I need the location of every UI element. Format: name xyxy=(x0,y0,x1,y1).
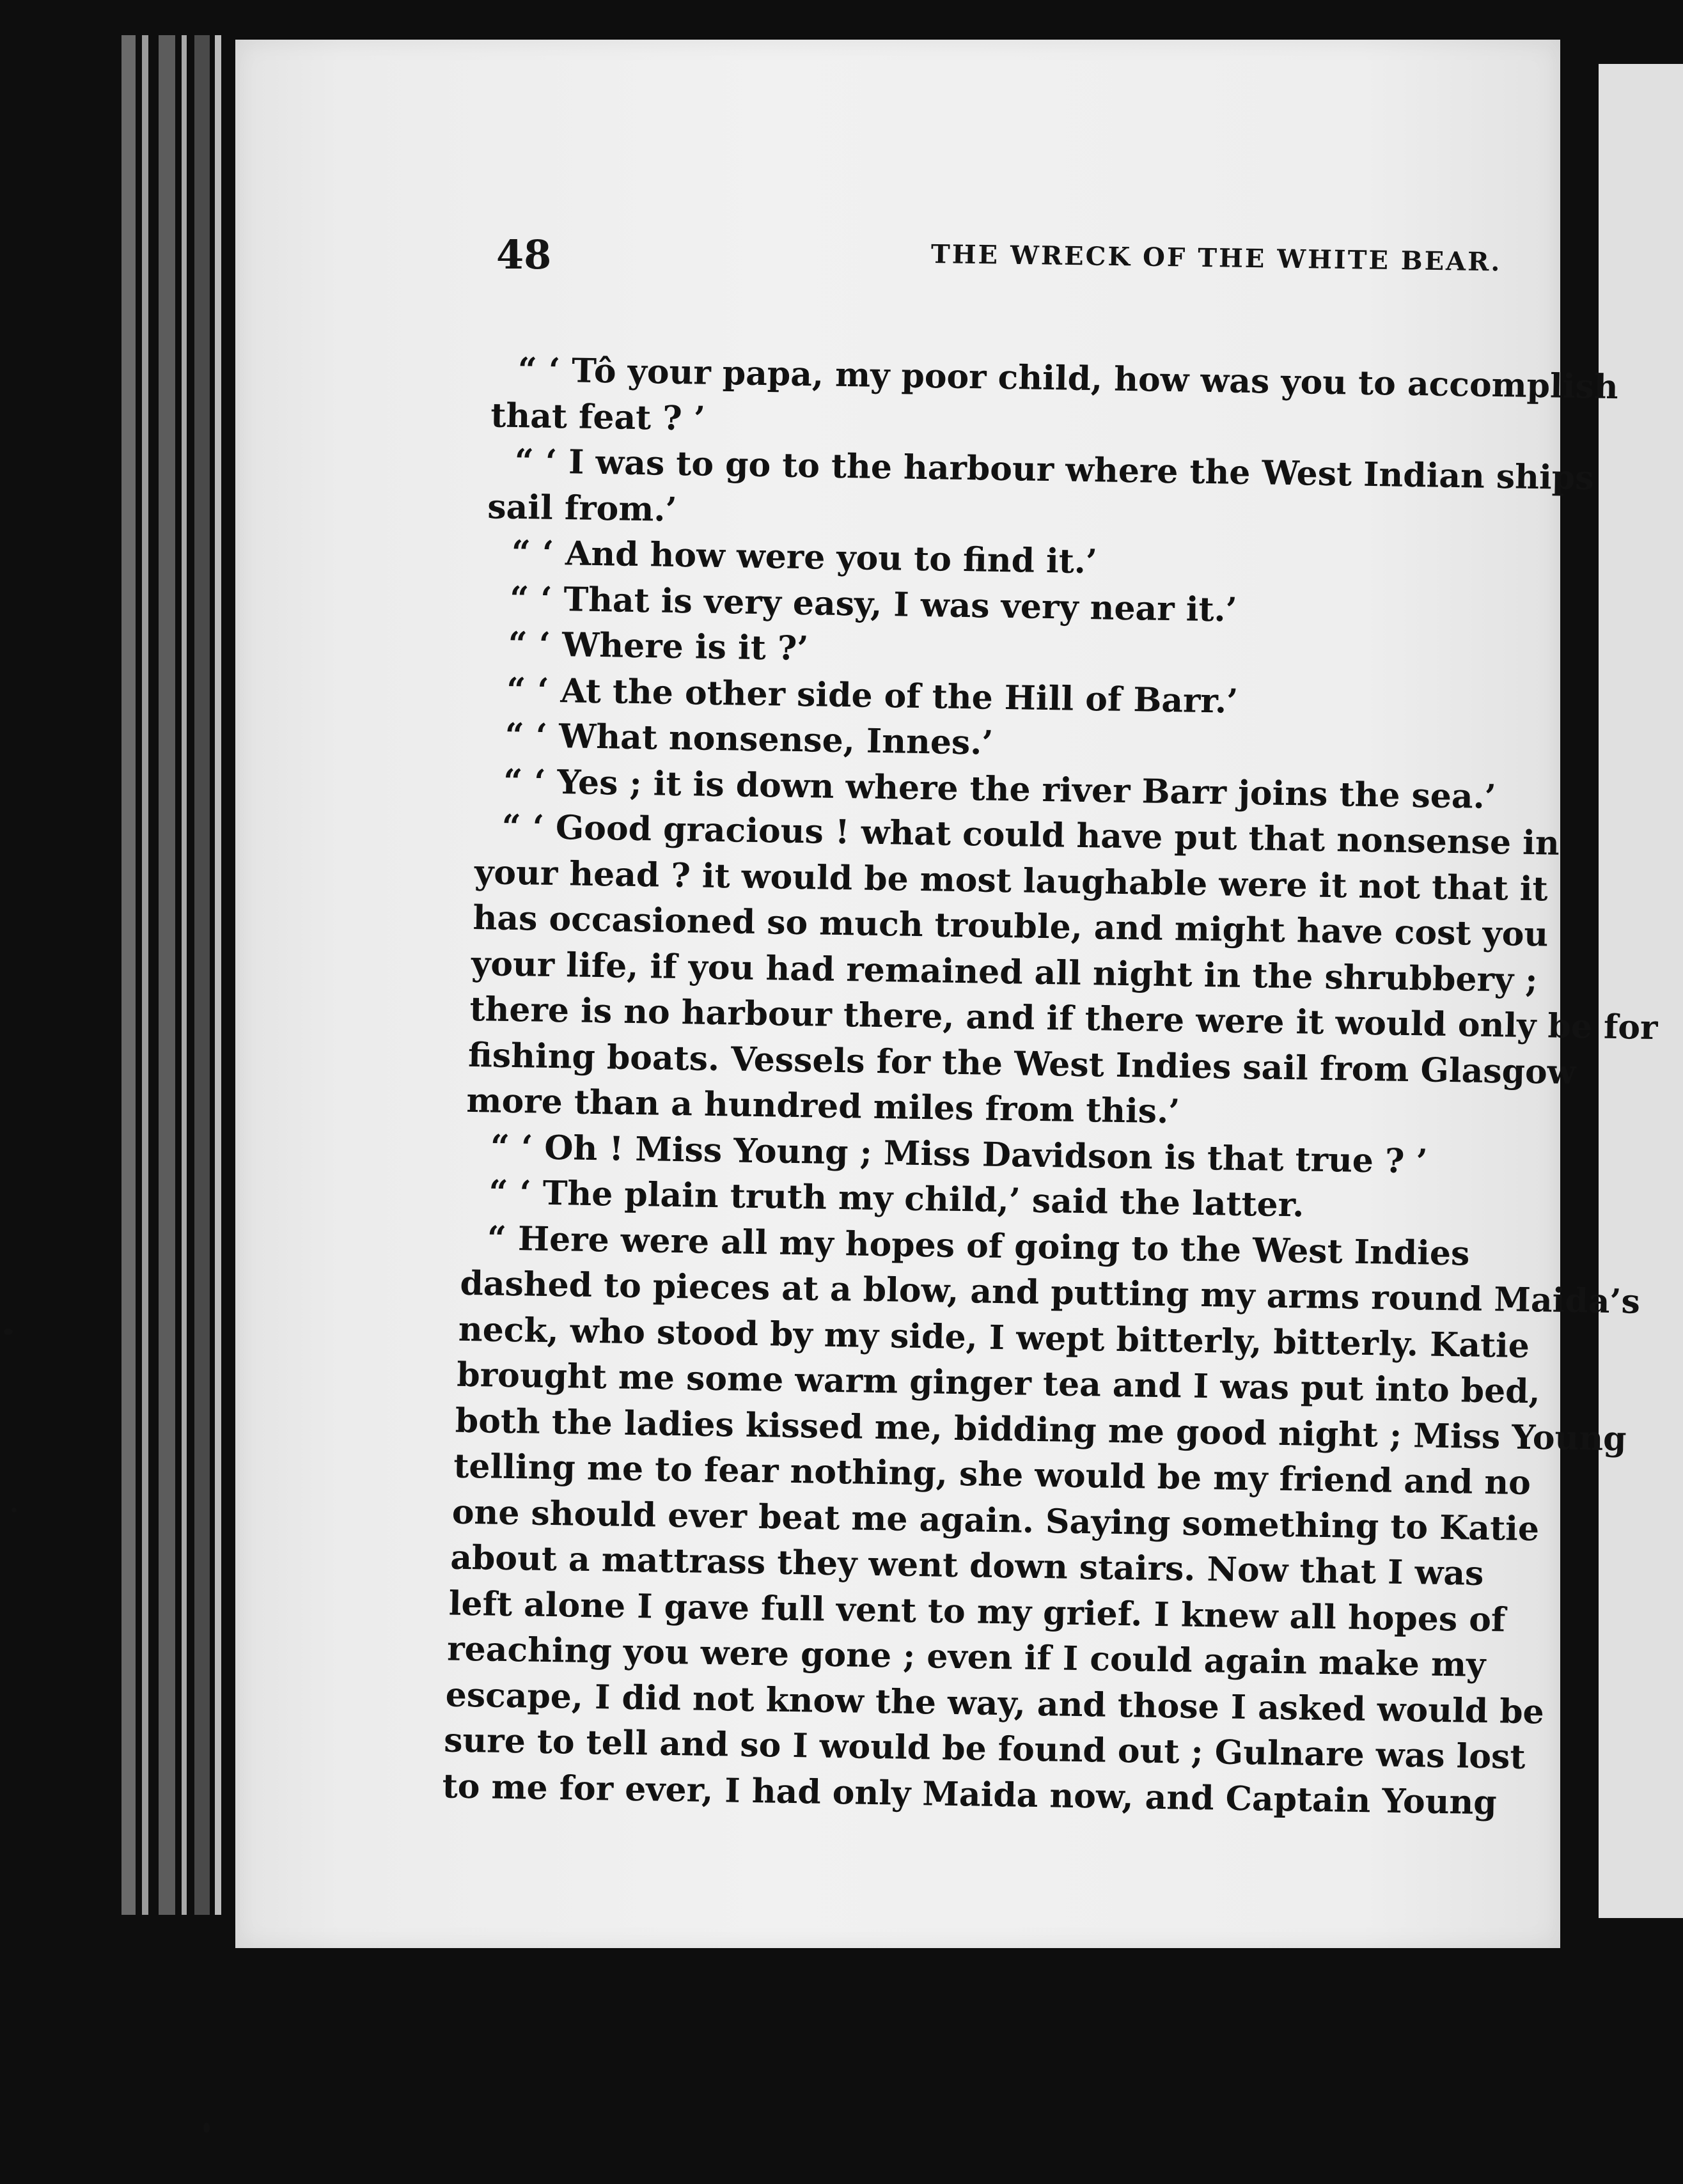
text-line: reaching you were gone ; even if I could again make my xyxy=(446,1629,1486,1685)
text-line: your life, if you had remained all night in the shrubbery ; xyxy=(471,944,1538,1000)
text-line: “ ‘ Where is it ?’ xyxy=(508,624,809,669)
text-line: “ ‘ I was to go to the harbour where the West Indian ships xyxy=(514,441,1594,498)
text-line: there is no harbour there, and if there were it would only be for xyxy=(469,989,1658,1048)
text-line: fishing boats. Vessels for the West Indies sail from Glasgow xyxy=(467,1035,1576,1092)
text-line: “ ‘ Good gracious ! what could have put that nonsense in xyxy=(501,807,1560,863)
page-number: 48 xyxy=(496,231,552,278)
text-line: about a mattrass they went down stairs. Now that I was xyxy=(450,1538,1484,1593)
text-line: left alone I gave full vent to my grief. I knew all hopes of xyxy=(448,1584,1506,1640)
book-page xyxy=(235,40,1658,1948)
text-line: brought me some warm ginger tea and I was put into bed, xyxy=(456,1355,1541,1412)
text-line: escape, I did not know the way, and those I asked would be xyxy=(445,1674,1545,1731)
adjacent-page-edge xyxy=(1599,64,1683,1918)
text-line: your head ? it would be most laughable were it not that it xyxy=(474,852,1549,909)
text-line: sail from.’ xyxy=(487,487,678,529)
text-line: sure to tell and so I would be found out ; Gulnare was lost xyxy=(443,1720,1526,1777)
body-text xyxy=(205,40,1658,1969)
text-line: “ ‘ What nonsense, Innes.’ xyxy=(505,715,994,763)
text-line: “ ‘ At the other side of the Hill of Barr.’ xyxy=(506,670,1239,721)
text-line: has occasioned so much trouble, and might have cost you xyxy=(473,898,1549,955)
page-edge-strip xyxy=(182,35,187,1915)
text-line: telling me to fear nothing, she would be my friend and no xyxy=(453,1446,1531,1503)
text-line: to me for ever, I had only Maida now, and Captain Young xyxy=(442,1766,1498,1822)
scan-speck xyxy=(203,2123,210,2133)
scan-speck xyxy=(4,1329,13,1335)
page-edge-strip xyxy=(121,35,136,1915)
text-line: both the ladies kissed me, bidding me good night ; Miss Young xyxy=(455,1401,1627,1458)
text-line: “ ‘ And how were you to find it.’ xyxy=(511,533,1098,582)
page-edge-strip xyxy=(194,35,210,1915)
text-line: “ ‘ Yes ; it is down where the river Barr joins the sea.’ xyxy=(503,761,1497,816)
scan-speck xyxy=(12,1508,17,1513)
page-edge-strip xyxy=(142,35,148,1915)
text-line: one should ever beat me again. Saying something to Katie xyxy=(451,1492,1540,1548)
text-line: “ ‘ The plain truth my child,’ said the latter. xyxy=(489,1173,1304,1225)
text-line: “ ‘ Oh ! Miss Young ; Miss Davidson is that true ? ’ xyxy=(490,1127,1429,1182)
text-line: more than a hundred miles from this.’ xyxy=(466,1080,1180,1132)
text-line: neck, who stood by my side, I wept bitterly, bitterly. Katie xyxy=(458,1309,1530,1366)
text-line: that feat ? ’ xyxy=(490,395,706,439)
text-line: dashed to pieces at a blow, and putting my arms round Maida’s xyxy=(460,1263,1641,1322)
text-line: “ ‘ That is very easy, I was very near it.’ xyxy=(509,579,1238,630)
text-line: “ ‘ Tô your papa, my poor child, how was you to accomplish xyxy=(517,350,1619,407)
running-head: THE WRECK OF THE WHITE BEAR. xyxy=(930,239,1502,277)
text-line: “ Here were all my hopes of going to the West Indies xyxy=(487,1218,1470,1274)
page-edge-strip xyxy=(159,35,175,1915)
